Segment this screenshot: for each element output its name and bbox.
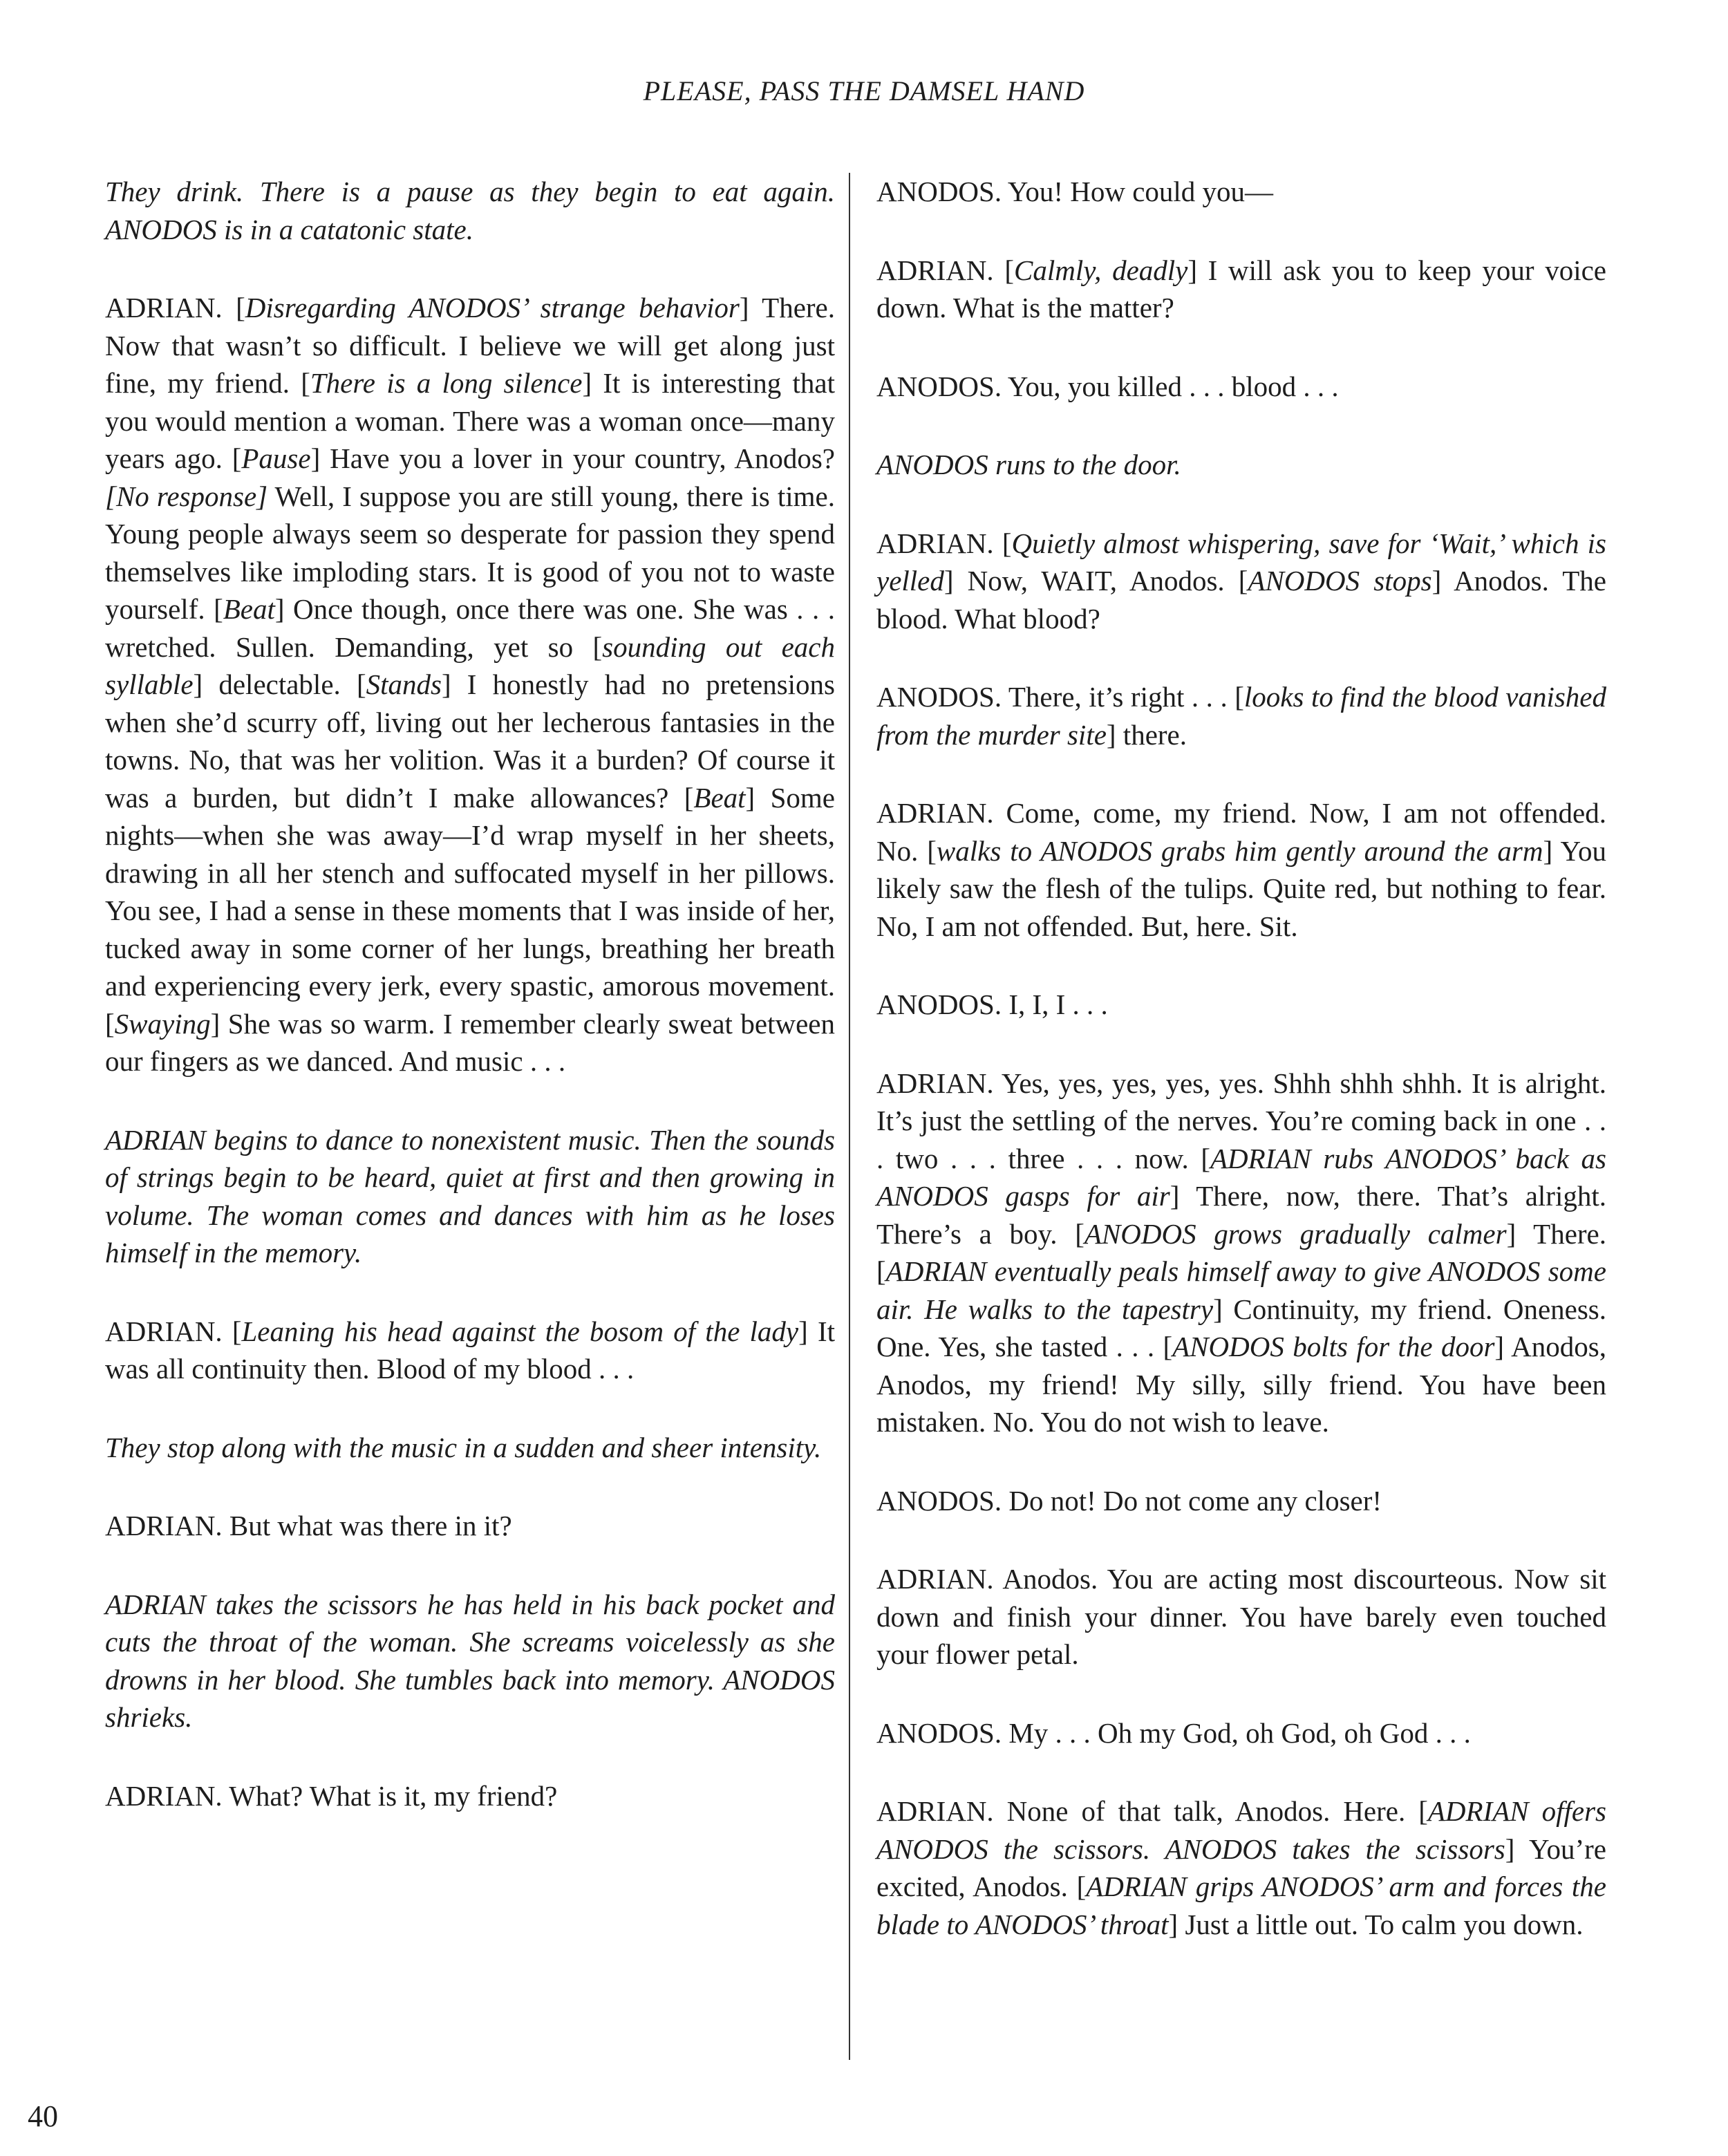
text-run: ] delectable. [ [193, 668, 366, 700]
running-head: PLEASE, PASS THE DAMSEL HAND [643, 75, 1085, 106]
text-run: ADRIAN. [ [105, 1315, 242, 1347]
text-run: ] Some nights—when she was away—I’d wrap myself in her sheets, drawing in all her stench and suffocated myself in her pillows. You see, I had a sense in these moments that I was inside of her, tucked away in some corner of her lungs, breathing her breath and experiencing every jerk, every spastic, amorous movement. [ [105, 781, 836, 1040]
dialogue-paragraph [105, 1507, 835, 1545]
text-run: ] She was so warm. I remember clearly sweat between our fingers as we danced. And music . . . [105, 1007, 835, 1077]
italic-text: looks to find the blood vanished from the murder site [876, 681, 1606, 751]
italic-text: Beat [223, 593, 275, 625]
italic-text: walks to ANODOS grabs him gently around the arm [936, 834, 1543, 867]
text-run: ] Continuity, my friend. Oneness. One. Yes, she tasted . . . [ [876, 1293, 1606, 1362]
italic-text: ANODOS grows gradually calmer [1084, 1217, 1507, 1250]
dialogue-paragraph [105, 1777, 835, 1815]
text-run: ] Once though, once there was one. She was . . . wretched. Sullen. Demanding, yet so [ [105, 593, 835, 663]
text-run: ] I honestly had no pretensions when she’d scurry off, living out her lecherous fantasies in the towns. No, that was her volition. Was it a burden? Of course it was a burden, but didn’t I make allowances? [ [105, 668, 835, 814]
text-run: ANODOS. I, I, I . . . [876, 988, 1108, 1020]
italic-text: Quietly almost whispering, save for ‘Wait,’ which is yelled [876, 527, 1606, 597]
text-run: ADRIAN. None of that talk, Anodos. Here. [ [876, 1795, 1428, 1827]
dialogue-paragraph [876, 986, 1606, 1024]
text-run: ] Anodos, Anodos, my friend! My silly, silly friend. You have been mistaken. No. You do not wish to leave. [876, 1331, 1606, 1438]
text-run: Well, I suppose you are still young, there is time. Young people always seem so desperate for passion they spend themselves like imploding stars. It is good of you not to waste yourself. [ [105, 480, 835, 625]
italic-text: ANODOS runs to the door. [876, 449, 1181, 480]
italic-text: ADRIAN offers ANODOS the scissors. ANODOS takes the scissors [876, 1795, 1606, 1865]
text-run: ANODOS. There, it’s right . . . [ [876, 681, 1244, 713]
dialogue-paragraph [876, 1714, 1606, 1752]
dialogue-paragraph [876, 1482, 1606, 1520]
dialogue-paragraph [876, 794, 1606, 945]
italic-text: ADRIAN grips ANODOS’ arm and forces the blade to ANODOS’ throat [876, 1871, 1606, 1940]
text-run: ] there. [1106, 718, 1187, 751]
dialogue-paragraph [876, 525, 1606, 638]
italic-text: ADRIAN eventually peals himself away to give ANODOS some air. He walks to the tapestry [876, 1255, 1606, 1325]
stage-direction [105, 173, 835, 248]
text-run: ADRIAN. Yes, yes, yes, yes, yes. Shhh shhh shhh. It is alright. It’s just the settling of the nerves. You’re coming back in one . . . two . . . three . . . now. [ [876, 1067, 1606, 1174]
right-column [876, 173, 1606, 1984]
italic-text: Swaying [114, 1007, 211, 1040]
dialogue-paragraph [876, 368, 1606, 406]
stage-direction [105, 1121, 835, 1272]
italic-text: [No response] [105, 480, 268, 512]
text-run: ANODOS. You, you killed . . . blood . . . [876, 370, 1339, 402]
text-run: ANODOS. Do not! Do not come any closer! [876, 1484, 1382, 1517]
italic-text: ANODOS bolts for the door [1172, 1331, 1495, 1362]
italic-text: sounding out each syllable [105, 630, 835, 700]
stage-direction [105, 1429, 835, 1467]
text-run: ] It is interesting that you would mention a woman. There was a woman once—many years ago. [ [105, 367, 836, 474]
dialogue-paragraph [876, 173, 1606, 211]
left-column [105, 173, 835, 1855]
dialogue-paragraph [876, 1792, 1606, 1943]
text-run: ADRIAN. What? What is it, my friend? [105, 1779, 558, 1812]
column-divider [849, 173, 850, 2060]
text-run: ] It was all continuity then. Blood of my blood . . . [105, 1315, 835, 1385]
italic-text: ANODOS stops [1248, 565, 1432, 597]
italic-text: ADRIAN rubs ANODOS’ back as ANODOS gasps for air [876, 1142, 1606, 1212]
text-run: ] Now, WAIT, Anodos. [ [943, 565, 1248, 597]
page-number: 40 [28, 2099, 58, 2133]
dialogue-paragraph [876, 1065, 1606, 1441]
text-run: ADRIAN. But what was there in it? [105, 1510, 512, 1541]
text-run: ADRIAN. [ [105, 292, 245, 324]
italic-text: Calmly, deadly [1014, 254, 1188, 286]
dialogue-paragraph [876, 1560, 1606, 1674]
text-run: ANODOS. You! How could you— [876, 176, 1274, 207]
text-run: ADRIAN. Come, come, my friend. Now, I am not offended. No. [ [876, 797, 1606, 867]
italic-text: ADRIAN takes the scissors he has held in his back pocket and cuts the throat of the woman. She screams voicelessly as she drowns in her blood. She tumbles back into memory. ANODOS shrieks. [105, 1588, 835, 1733]
text-run: ADRIAN. Anodos. You are acting most discourteous. Now sit down and finish your dinner. You have barely even touched your flower petal. [876, 1563, 1606, 1670]
text-run: ADRIAN. [ [876, 527, 1012, 559]
text-run: ADRIAN. [ [876, 254, 1014, 286]
italic-text: Leaning his head against the bosom of the lady [241, 1315, 799, 1347]
italic-text: Disregarding ANODOS’ strange behavior [245, 292, 740, 324]
text-run: ] Anodos. The blood. What blood? [876, 565, 1606, 635]
italic-text: ADRIAN begins to dance to nonexistent music. Then the sounds of strings begin to be heard, quiet at first and then growing in volume. The woman comes and dances with him as he loses himself in the memory. [105, 1123, 835, 1268]
text-run: ] I will ask you to keep your voice down. What is the matter? [876, 254, 1607, 324]
italic-text: Stands [366, 668, 442, 700]
dialogue-paragraph [876, 252, 1606, 327]
text-run: ] There. Now that wasn’t so difficult. I believe we will get along just fine, my friend. [ [105, 292, 835, 399]
italic-text: There is a long silence [310, 367, 583, 399]
text-run: ] You likely saw the flesh of the tulips. Quite red, but nothing to fear. No, I am not offended. But, here. Sit. [876, 834, 1606, 942]
text-run: ] You’re excited, Anodos. [ [876, 1832, 1606, 1902]
text-run: ] There, now, there. That’s alright. There’s a boy. [ [876, 1180, 1606, 1250]
text-run: ANODOS. My . . . Oh my God, oh God, oh God . . . [876, 1716, 1471, 1749]
italic-text: Pause [241, 442, 311, 474]
italic-text: They stop along with the music in a sudden and sheer intensity. [105, 1431, 822, 1463]
text-run: ] There. [ [876, 1217, 1606, 1287]
italic-text: Beat [693, 781, 746, 814]
text-run: ] Have you a lover in your country, Anodos? [310, 442, 835, 474]
dialogue-paragraph [876, 678, 1606, 753]
stage-direction [876, 446, 1606, 484]
italic-text: They drink. There is a pause as they begin to eat again. ANODOS is in a catatonic state. [105, 176, 835, 245]
dialogue-paragraph [105, 289, 835, 1080]
stage-direction [105, 1586, 835, 1736]
dialogue-paragraph [105, 1313, 835, 1388]
text-run: ] Just a little out. To calm you down. [1168, 1908, 1584, 1940]
